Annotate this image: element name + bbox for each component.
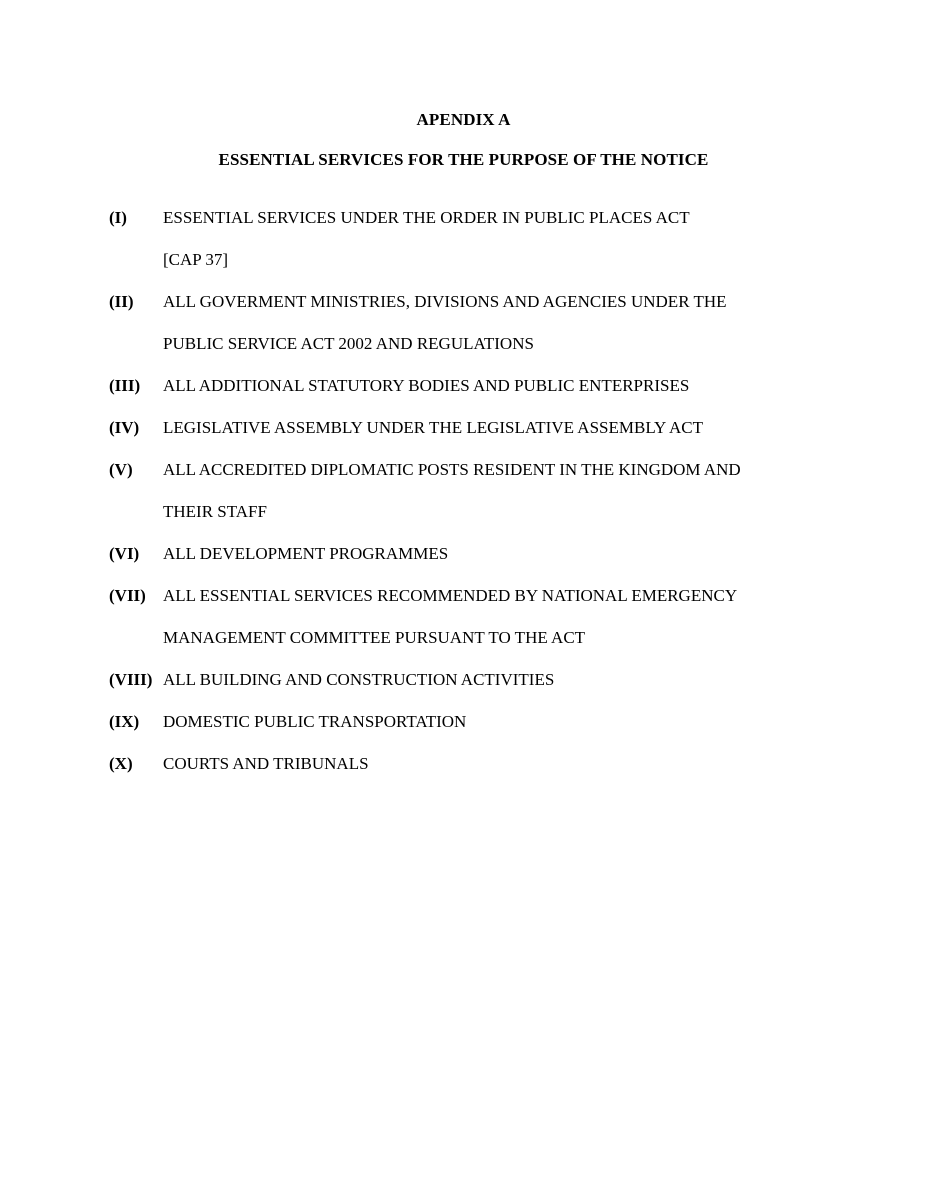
item-text	[163, 575, 829, 659]
list-item	[109, 533, 829, 575]
list-item	[109, 365, 829, 407]
item-text	[163, 197, 829, 281]
item-numeral: (III)	[109, 376, 141, 395]
item-numeral: (IV)	[109, 418, 140, 437]
list-item	[109, 281, 829, 365]
item-line: ALL ACCREDITED DIPLOMATIC POSTS RESIDENT IN THE KINGDOM AND	[163, 460, 741, 479]
item-line: MANAGEMENT COMMITTEE PURSUANT TO THE ACT	[163, 628, 586, 647]
item-line: ALL DEVELOPMENT PROGRAMMES	[163, 544, 449, 563]
item-text	[163, 533, 829, 575]
item-line: COURTS AND TRIBUNALS	[163, 754, 369, 773]
item-text	[163, 701, 829, 743]
item-text	[163, 281, 829, 365]
item-numeral: (II)	[109, 292, 134, 311]
item-numeral: (V)	[109, 460, 133, 479]
list-item	[109, 701, 829, 743]
item-numeral: (VIII)	[109, 670, 153, 689]
list-item	[109, 659, 829, 701]
list-item	[109, 197, 829, 281]
item-line: ALL BUILDING AND CONSTRUCTION ACTIVITIES	[163, 670, 555, 689]
item-line: LEGISLATIVE ASSEMBLY UNDER THE LEGISLATIVE ASSEMBLY ACT	[163, 418, 703, 437]
item-numeral: (IX)	[109, 712, 140, 731]
document-title: APENDIX A	[416, 110, 511, 129]
item-line: PUBLIC SERVICE ACT 2002 AND REGULATIONS	[163, 334, 534, 353]
list-item	[109, 743, 829, 785]
item-text	[163, 659, 829, 701]
item-line: ALL GOVERMENT MINISTRIES, DIVISIONS AND AGENCIES UNDER THE	[163, 292, 727, 311]
item-line: THEIR STAFF	[163, 502, 267, 521]
item-numeral: (I)	[109, 208, 127, 227]
item-line: DOMESTIC PUBLIC TRANSPORTATION	[163, 712, 467, 731]
list-item	[109, 407, 829, 449]
item-numeral: (VI)	[109, 544, 140, 563]
item-line: [CAP 37]	[163, 250, 229, 269]
item-text	[163, 407, 829, 449]
item-line: ALL ESSENTIAL SERVICES RECOMMENDED BY NATIONAL EMERGENCY	[163, 586, 738, 605]
item-line: ESSENTIAL SERVICES UNDER THE ORDER IN PUBLIC PLACES ACT	[163, 208, 690, 227]
list-item	[109, 575, 829, 659]
list-item	[109, 449, 829, 533]
services-list	[109, 197, 829, 785]
item-numeral: (X)	[109, 754, 133, 773]
item-text	[163, 365, 829, 407]
document-subtitle: ESSENTIAL SERVICES FOR THE PURPOSE OF THE NOTICE	[218, 150, 709, 169]
item-line: ALL ADDITIONAL STATUTORY BODIES AND PUBLIC ENTERPRISES	[163, 376, 690, 395]
item-text	[163, 743, 829, 785]
item-numeral: (VII)	[109, 586, 146, 605]
item-text	[163, 449, 829, 533]
